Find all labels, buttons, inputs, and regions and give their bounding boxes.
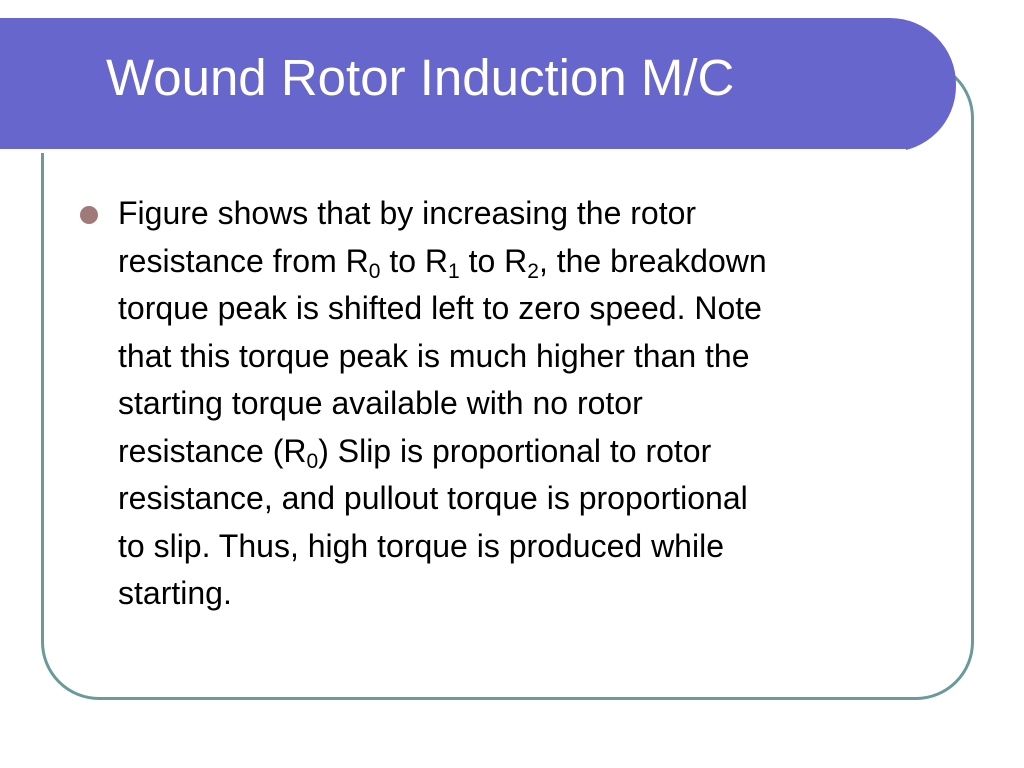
bullet-line bbox=[118, 285, 938, 333]
text-run: , the breakdown bbox=[538, 242, 767, 279]
bullet-dot-icon bbox=[80, 206, 98, 224]
bullet-line bbox=[118, 523, 938, 571]
text-run: to R bbox=[459, 242, 528, 279]
subscript-text: 0 bbox=[368, 259, 381, 283]
title-underline bbox=[0, 149, 906, 153]
bullet-line bbox=[118, 190, 938, 238]
text-run: that this torque peak is much higher than the bbox=[118, 337, 750, 374]
bullet-line bbox=[118, 428, 938, 476]
text-run: starting. bbox=[118, 575, 232, 611]
bullet-line bbox=[118, 380, 938, 428]
text-run: resistance (R bbox=[118, 432, 307, 469]
text-run: Figure shows that by increasing the rotor bbox=[118, 195, 697, 231]
bullet-line bbox=[118, 333, 938, 381]
text-run: torque peak is shifted left to zero speed. Note bbox=[118, 290, 762, 326]
text-run: starting torque available with no rotor bbox=[118, 385, 643, 421]
subscript-text: 1 bbox=[448, 259, 460, 283]
text-run: resistance from R bbox=[118, 242, 369, 279]
bullet-item bbox=[118, 190, 938, 618]
text-run: ) Slip is proportional to rotor bbox=[318, 432, 712, 469]
text-run: to R bbox=[380, 242, 448, 279]
text-run: resistance, and pullout torque is proportional bbox=[118, 480, 748, 516]
bullet-line bbox=[118, 570, 938, 618]
subscript-text: 2 bbox=[527, 259, 539, 283]
text-run: to slip. Thus, high torque is produced while bbox=[118, 527, 724, 564]
bullet-line bbox=[118, 238, 938, 286]
slide-title: Wound Rotor Induction M/C bbox=[106, 49, 735, 106]
bullet-text bbox=[118, 190, 938, 618]
subscript-text: 0 bbox=[306, 449, 319, 473]
bullet-line bbox=[118, 475, 938, 523]
